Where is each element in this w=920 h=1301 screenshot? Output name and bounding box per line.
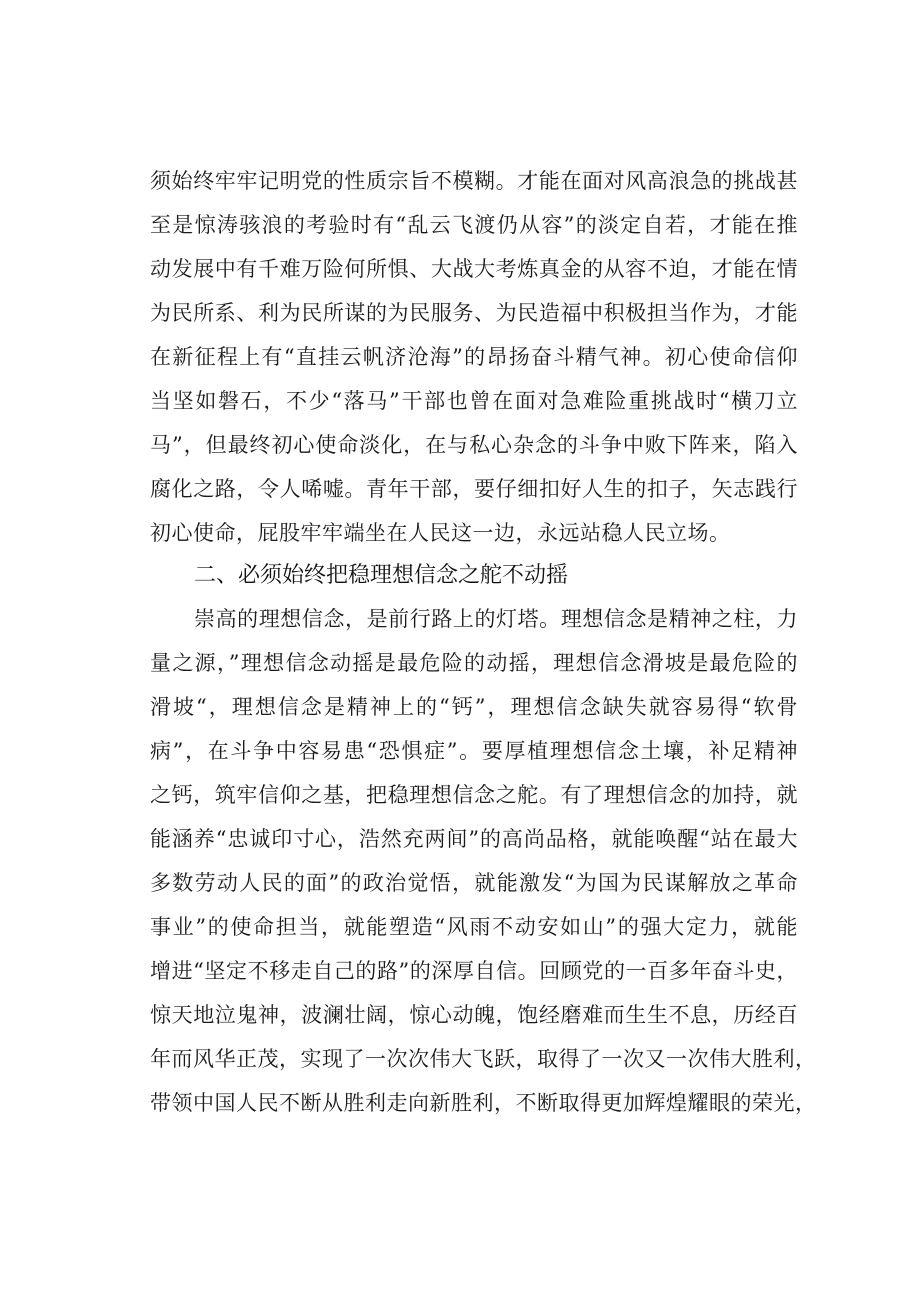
paragraph-line: 能涵养“忠诚印寸心，浩然充两间”的高尚品格，就能唤醒“站在最大: [150, 827, 798, 851]
paragraph-line: 带领中国人民不断从胜利走向新胜利，不断取得更加辉煌耀眼的荣光，: [150, 1091, 817, 1115]
paragraph-line: 须始终牢牢记明党的性质宗旨不模糊。才能在面对风高浪急的挑战甚: [150, 169, 798, 193]
paragraph-line: 年而风华正茂，实现了一次次伟大飞跃，取得了一次又一次伟大胜利，: [150, 1047, 817, 1071]
paragraph-line: 动发展中有千难万险何所惧、大战大考炼真金的从容不迫，才能在情: [150, 257, 798, 281]
paragraph-line: 病”，在斗争中容易患“恐惧症”。要厚植理想信念土壤，补足精神: [150, 739, 798, 763]
paragraph-line: 马”，但最终初心使命淡化，在与私心杂念的斗争中败下阵来，陷入: [150, 433, 798, 457]
paragraph-line: 为民所系、利为民所谋的为民服务、为民造福中积极担当作为，才能: [150, 301, 798, 325]
paragraph-line: 当坚如磐石，不少“落马”干部也曾在面对急难险重挑战时“横刀立: [150, 389, 798, 413]
paragraph-line: 惊天地泣鬼神，波澜壮阔，惊心动魄，饱经磨难而生生不息，历经百: [150, 1003, 798, 1027]
paragraph-line: 滑坡“，理想信念是精神上的“钙”，理想信念缺失就容易得“软骨: [150, 695, 798, 719]
paragraph-line: 至是惊涛骇浪的考验时有“乱云飞渡仍从容”的淡定自若，才能在推: [150, 213, 798, 237]
paragraph-line: 崇高的理想信念，是前行路上的灯塔。理想信念是精神之柱，力: [194, 607, 798, 631]
paragraph-line: 初心使命，屁股牢牢端坐在人民这一边，永远站稳人民立场。: [150, 521, 731, 545]
paragraph-line: 量之源，”理想信念动摇是最危险的动摇，理想信念滑坡是最危险的: [150, 651, 798, 675]
section-heading: 二、必须始终把稳理想信念之舵不动摇: [194, 563, 569, 588]
paragraph-line: 增进“坚定不移走自己的路”的深厚自信。回顾党的一百多年奋斗史，: [150, 959, 798, 983]
paragraph-line: 在新征程上有“直挂云帆济沧海”的昂扬奋斗精气神。初心使命信仰: [150, 345, 798, 369]
paragraph-line: 腐化之路，令人唏嘘。青年干部，要仔细扣好人生的扣子，矢志践行: [150, 477, 798, 501]
paragraph-line: 多数劳动人民的面”的政治觉悟，就能激发“为国为民谋解放之革命: [150, 871, 798, 895]
paragraph-line: 事业”的使命担当，就能塑造“风雨不动安如山”的强大定力，就能: [150, 915, 798, 939]
paragraph-line: 之钙，筑牢信仰之基，把稳理想信念之舵。有了理想信念的加持，就: [150, 783, 798, 807]
